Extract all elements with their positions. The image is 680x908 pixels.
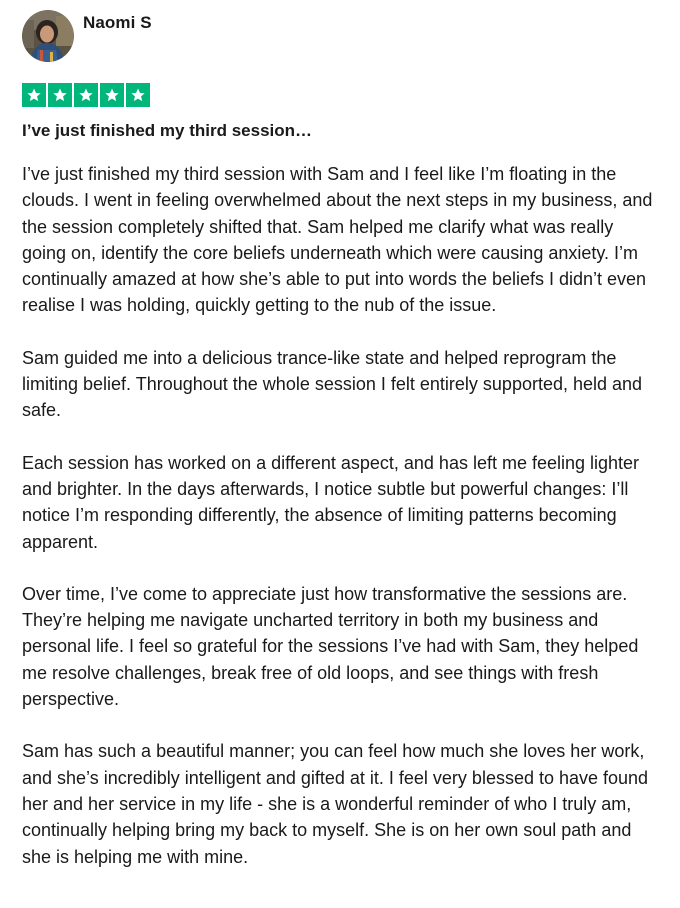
star-icon xyxy=(100,83,124,107)
review-paragraph: Sam guided me into a delicious trance-like state and helped reprogram the limiting belief. Throughout the whole session I felt entirely supported, held and safe. xyxy=(22,347,643,421)
review-paragraph: Sam has such a beautiful manner; you can feel how much she loves her work, and she’s incredibly intelligent and gifted at it. I feel very blessed to have found her and her service in my life - she is a wonderful reminder of who I truly am, continually helping bring my back to myself. She is on her own soul path and she is helping me with mine. xyxy=(22,741,649,867)
reviewer-name[interactable]: Naomi S xyxy=(83,13,152,32)
avatar-photo-icon xyxy=(22,10,74,62)
star-icon xyxy=(22,83,46,107)
review-paragraph: I’ve just finished my third session with Sam and I feel like I’m floating in the clouds. I went in feeling overwhelmed about the next steps in my business, and the session completely shifted that. Sam helped me clarify what was really going on, identify the core beliefs underneath which were causing anxiety. I’m continually amazed at how she’s able to put into words the beliefs I didn’t even realise I was holding, quickly getting to the nub of the issue. xyxy=(22,164,653,316)
star-icon xyxy=(74,83,98,107)
star-icon xyxy=(126,83,150,107)
reviewer-header xyxy=(22,10,152,62)
star-rating xyxy=(22,83,150,107)
review-body xyxy=(22,161,662,870)
review-paragraph: Over time, I’ve come to appreciate just how transformative the sessions are. They’re helping me navigate uncharted territory in both my business and personal life. I feel so grateful for the sessions I’ve had with Sam, they helped me resolve challenges, break free of old loops, and see things with fresh perspective. xyxy=(22,583,639,710)
review-paragraph: Each session has worked on a different aspect, and has left me feeling lighter and brighter. In the days afterwards, I notice subtle but powerful changes: I’ll notice I’m responding differently, the absence of limiting patterns becoming apparent. xyxy=(22,452,640,552)
star-icon xyxy=(48,83,72,107)
review-title[interactable]: I’ve just finished my third session… xyxy=(22,121,313,140)
avatar[interactable] xyxy=(22,10,74,62)
